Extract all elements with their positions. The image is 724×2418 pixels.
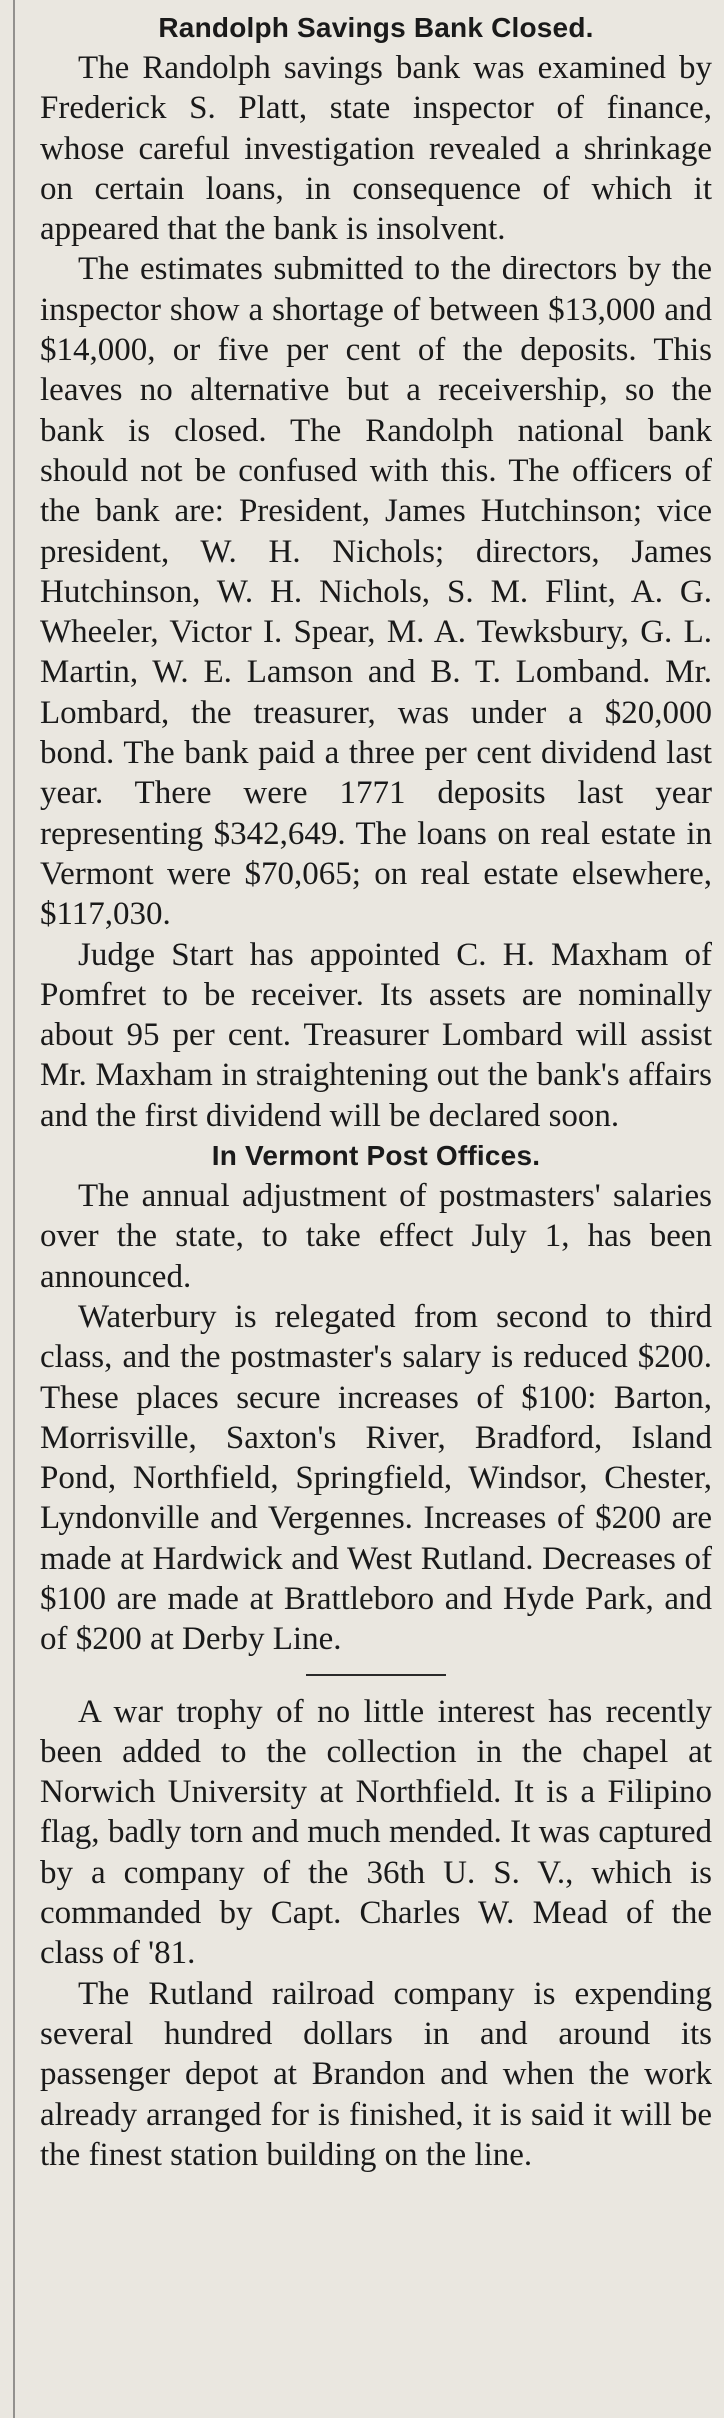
article-briefs (40, 1692, 712, 2176)
article-paragraph: A war trophy of no little interest has recently been added to the collection in the chapel at Norwich University at Northfield. It is a Filipino flag, badly torn and much mended. It was captured by a company of the 36th U. S. V., which is commanded by Capt. Charles W. Mead of the class of '81. (40, 1693, 712, 1972)
article-paragraph: The annual adjustment of postmasters' salaries over the state, to take effect July 1, has been announced. (40, 1178, 712, 1295)
article-paragraph: Waterbury is relegated from second to third class, and the postmaster's salary is reduced $200. These places secure increases of $100: Barton, Morrisville, Saxton's River, Bradford, Island Pond, Northfield, Springfield, Windsor, Chester, Lyndonville and Vergennes. Increases of $200 are made at Hardwick and West Rutland. Decreases of $100 are made at Brattleboro and Hyde Park, and of $200 at Derby Line. (40, 1298, 712, 1658)
article-headline: In Vermont Post Offices. (211, 1140, 541, 1172)
column-edge-rule (13, 0, 15, 2418)
article-column (40, 8, 712, 2175)
article-paragraph: Judge Start has appointed C. H. Maxham of Pomfret to be receiver. Its assets are nominally about 95 per cent. Treasurer Lombard will assist Mr. Maxham in straightening out the bank's affairs and the first dividend will be declared soon. (40, 936, 712, 1134)
article-paragraph: The Randolph savings bank was examined by Frederick S. Platt, state inspector of finance, whose careful investigation revealed a shrinkage on certain loans, in consequence of which it appeared that the bank is insolvent. (40, 50, 712, 248)
article-vermont-post-offices (40, 1136, 712, 1660)
article-randolph-savings-bank (40, 8, 712, 1136)
article-headline: Randolph Savings Bank Closed. (158, 12, 594, 43)
section-divider (306, 1674, 446, 1676)
article-paragraph: The estimates submitted to the directors by the inspector show a shortage of between $13,000 and $14,000, or five per cent of the deposits. This leaves no alternative but a receivership, so the bank is closed. The Randolph national bank should not be confused with this. The officers of the bank are: President, James Hutchinson; vice president, W. H. Nichols; directors, James Hutchinson, W. H. Nichols, S. M. Flint, A. G. Wheeler, Victor I. Spear, M. A. Tewksbury, G. L. Martin, W. E. Lamson and B. T. Lomband. Mr. Lombard, the treasurer, was under a $20,000 bond. The bank paid a three per cent dividend last year. There were 1771 deposits last year representing $342,649. The loans on real estate in Vermont were $70,065; on real estate elsewhere, $117,030. (40, 251, 712, 933)
article-paragraph: The Rutland railroad company is expending several hundred dollars in and around its passenger depot at Brandon and when the work already arranged for is finished, it is said it will be the finest station building on the line. (40, 1975, 712, 2173)
